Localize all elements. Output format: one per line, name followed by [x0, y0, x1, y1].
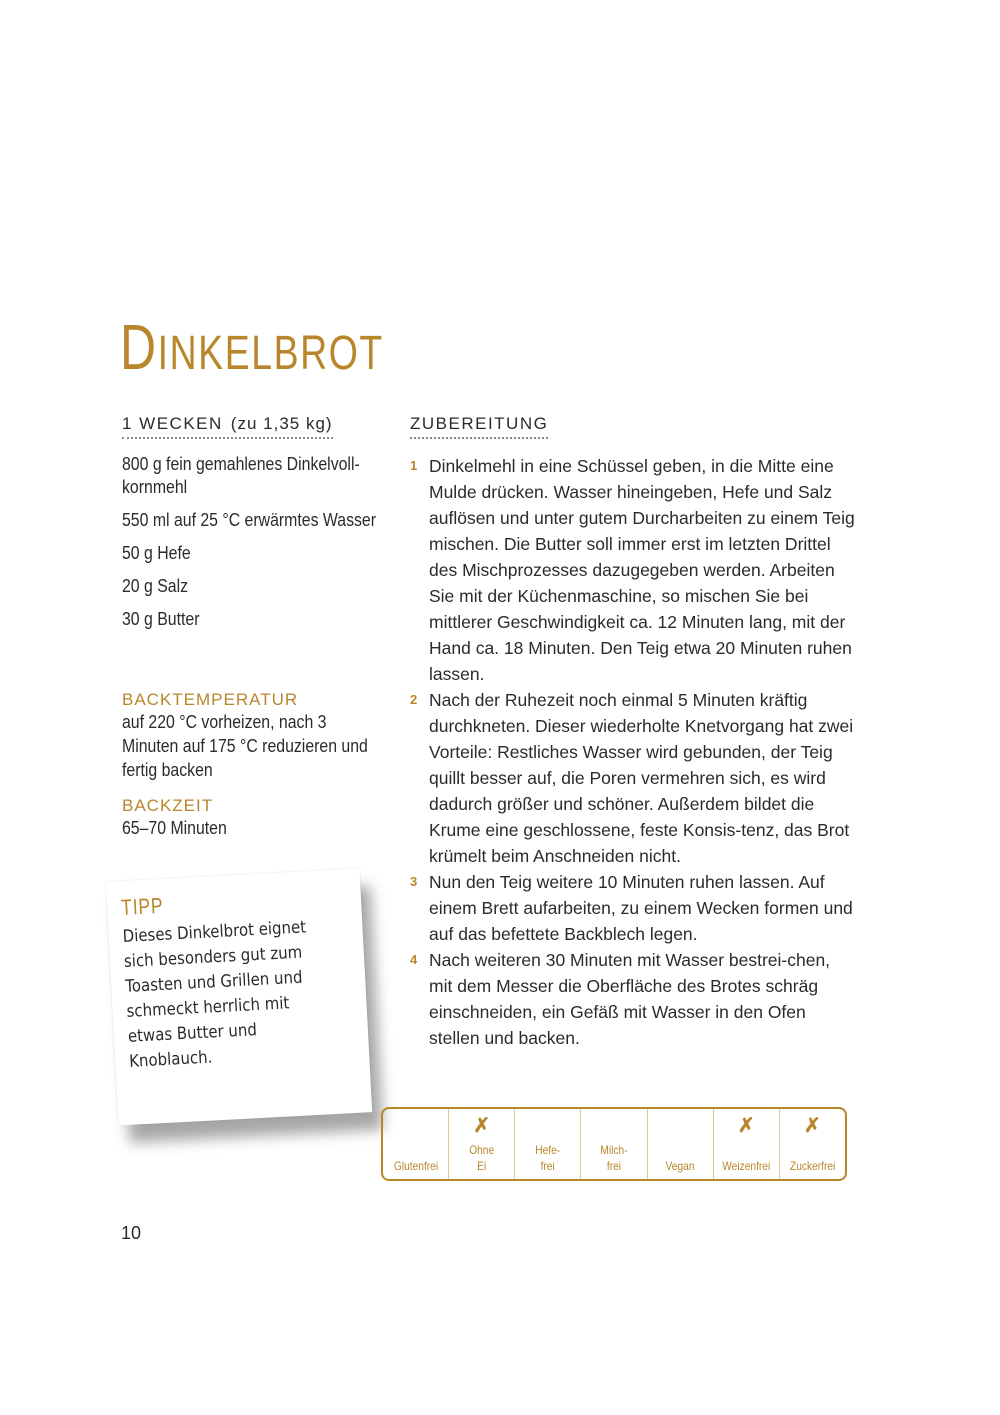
- step-text: Nach weiteren 30 Minuten mit Wasser bestrei-chen, mit dem Messer die Oberfläche des Brotes schräg einschneiden, ein Gefäß mit Wasser in den Ofen stellen und backen.: [429, 950, 831, 1048]
- yield-note: (zu 1,35 kg): [230, 414, 333, 433]
- diet-cell-milchfrei: [581, 1109, 647, 1179]
- step-item: [410, 869, 855, 947]
- diet-label: Milch- frei: [600, 1143, 628, 1173]
- diet-label: Weizenfrei: [722, 1159, 771, 1173]
- ingredient-list: [122, 453, 392, 631]
- yield-label: 1 WECKEN: [122, 414, 223, 433]
- step-text: Nach der Ruhezeit noch einmal 5 Minuten kräftig durchkneten. Dieser wiederholte Knetvorgang hat zwei Vorteile: Restliches Wasser wird gebunden, der Teig quillt besser auf, die Poren vermehren sich, es wird dadurch größer und schöner. Außerdem bildet die Krume eine geschlossene, feste Konsis-tenz, das Brot krümelt beim Anschneiden nicht.: [429, 690, 854, 866]
- diet-label: Glutenfrei: [393, 1159, 438, 1173]
- diet-label: Ohne Ei: [469, 1143, 495, 1173]
- diet-cell-ohne-ei: [449, 1109, 515, 1179]
- recipe-title: [120, 310, 384, 384]
- preparation-section: [410, 414, 855, 1051]
- tip-card: [106, 869, 372, 1126]
- step-number: 3: [410, 874, 418, 889]
- step-number: 4: [410, 952, 418, 967]
- step-item: [410, 453, 855, 687]
- step-text: Dinkelmehl in eine Schüssel geben, in die Mitte eine Mulde drücken. Wasser hineingeben, Hefe und Salz auflösen und unter gutem Durcharbeiten zu einem Teig mischen. Die Butter soll immer erst im letzten Drittel des Mischprozesses dazugegeben werden. Arbeiten Sie mit der Küchenmaschine, so mischen Sie bei mittlerer Geschwindigkeit ca. 12 Minuten lang, mit der Hand ca. 18 Minuten. Den Teig etwa 20 Minuten ruhen lassen.: [429, 456, 855, 684]
- step-list: [410, 453, 855, 1051]
- diet-label: Zuckerfrei: [789, 1159, 836, 1173]
- ingredient-item: 50 g Hefe: [122, 543, 191, 563]
- step-number: 2: [410, 692, 418, 707]
- diet-cell-vegan: [648, 1109, 714, 1179]
- diet-cell-hefefrei: [515, 1109, 581, 1179]
- ingredient-item: 30 g Butter: [122, 609, 200, 629]
- backzeit-heading: BACKZEIT: [122, 796, 214, 815]
- backtemperatur-heading: BACKTEMPERATUR: [122, 690, 299, 709]
- backtemperatur-text: auf 220 °C vorheizen, nach 3 Minuten auf 175 °C reduzieren und fertig backen: [122, 712, 368, 780]
- ingredients-section: [122, 414, 392, 641]
- recipe-title-rest: INKELBROT: [157, 327, 384, 380]
- step-item: [410, 687, 855, 869]
- diet-label: Hefe- frei: [535, 1143, 561, 1173]
- backzeit-section: [122, 796, 412, 840]
- step-text: Nun den Teig weitere 10 Minuten ruhen lassen. Auf einem Brett aufarbeiten, zu einem Wecken formen und auf das befettete Backblech legen.: [429, 872, 853, 944]
- backzeit-text: 65–70 Minuten: [122, 818, 227, 838]
- step-number: 1: [410, 458, 418, 473]
- diet-cell-weizenfrei: [714, 1109, 780, 1179]
- tip-heading: TIPP: [120, 892, 165, 921]
- diet-info-table: [381, 1107, 847, 1181]
- diet-label: Vegan: [665, 1159, 695, 1173]
- recipe-title-initial: D: [120, 311, 158, 383]
- preparation-heading: ZUBEREITUNG: [410, 414, 548, 439]
- cross-mark-icon: ✗: [804, 1115, 821, 1137]
- page-number: 10: [121, 1223, 142, 1243]
- tip-text: Dieses Dinkelbrot eignet sich besonders gut zum Toasten und Grillen und schmeckt herrlich mit etwas Butter und Knoblauch.: [122, 917, 307, 1072]
- ingredient-item: 550 ml auf 25 °C erwärmtes Wasser: [122, 510, 376, 530]
- cross-mark-icon: ✗: [737, 1115, 755, 1137]
- cross-mark-icon: ✗: [473, 1115, 491, 1137]
- diet-cell-zuckerfrei: [780, 1109, 845, 1179]
- step-item: [410, 947, 855, 1051]
- diet-cell-glutenfrei: [383, 1109, 449, 1179]
- backtemperatur-section: [122, 690, 412, 782]
- ingredient-item: 800 g fein gemahlenes Dinkelvoll- kornmehl: [122, 454, 360, 497]
- ingredient-item: 20 g Salz: [122, 576, 189, 596]
- yield-heading: [122, 414, 333, 439]
